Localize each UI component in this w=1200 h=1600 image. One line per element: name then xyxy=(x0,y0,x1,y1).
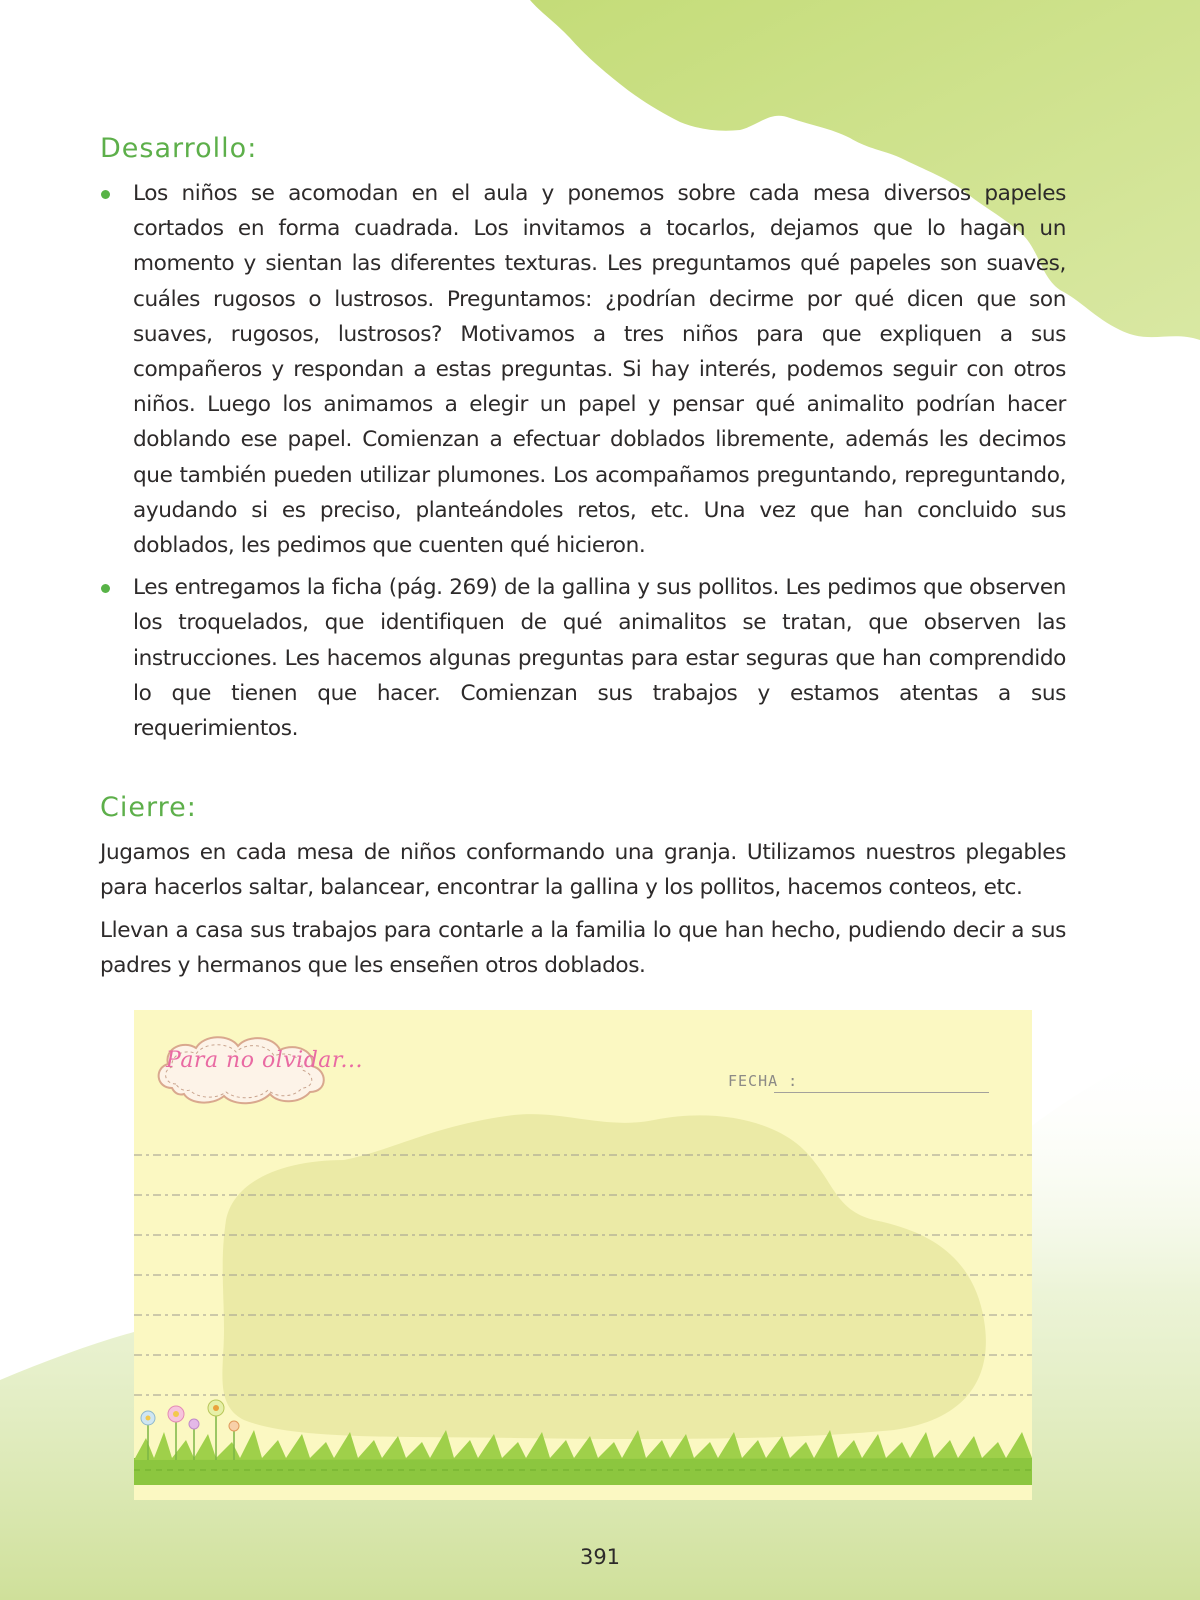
desarrollo-list xyxy=(100,176,1066,746)
desarrollo-heading: Desarrollo: xyxy=(100,133,258,164)
bullet-text: Les entregamos la ficha (pág. 269) de la gallina y sus pollitos. Les pedimos que observen los troquelados, que identifiquen de qué animalitos se tratan, que observen las instrucciones. Les hacemos algunas preguntas para estar seguras que han comprendido lo que tienen que hacer. Comienzan sus trabajos y estamos atentas a sus requerimientos. xyxy=(133,575,1066,742)
card-title: Para no olvidar... xyxy=(166,1048,363,1073)
page-number: 391 xyxy=(579,1545,621,1569)
date-label: FECHA : xyxy=(728,1072,799,1090)
list-item xyxy=(100,570,1066,746)
bullet-text: Los niños se acomodan en el aula y ponemos sobre cada mesa diversos papeles cortados en forma cuadrada. Los invitamos a tocarlos, dejamos que lo hagan un momento y sientan las diferentes texturas. Les preguntamos qué papeles son suaves, cuáles rugosos o lustrosos. Preguntamos: ¿podrían decirme por qué dicen que son suaves, rugosos, lustrosos? Motivamos a tres niños para que expliquen a sus compañeros y respondan a estas preguntas. Si hay interés, podemos seguir con otros niños. Luego los animamos a elegir un papel y pensar qué animalito podrían hacer doblando ese papel. Comienzan a efectuar doblados libremente, además les decimos que también pueden utilizar plumones. Los acompañamos preguntando, repreguntando, ayudando si es preciso, planteándoles retos, etc. Una vez que han concluido sus doblados, les pedimos que cuenten qué hicieron. xyxy=(133,181,1066,559)
bullet-dot-icon xyxy=(101,584,110,593)
note-card xyxy=(134,1010,1032,1500)
date-line[interactable] xyxy=(774,1092,989,1093)
cierre-paragraph: Llevan a casa sus trabajos para contarle a la familia lo que han hecho, pudiendo decir a sus padres y hermanos que les enseñen otros doblados. xyxy=(100,917,1066,978)
list-item xyxy=(100,176,1066,563)
main-content xyxy=(100,132,1066,990)
cierre-paragraph: Jugamos en cada mesa de niños conformando una granja. Utilizamos nuestros plegables para hacerlos saltar, balancear, encontrar la gallina y los pollitos, hacemos conteos, etc. xyxy=(100,840,1066,901)
bullet-dot-icon xyxy=(101,190,110,199)
cierre-heading: Cierre: xyxy=(100,792,197,824)
